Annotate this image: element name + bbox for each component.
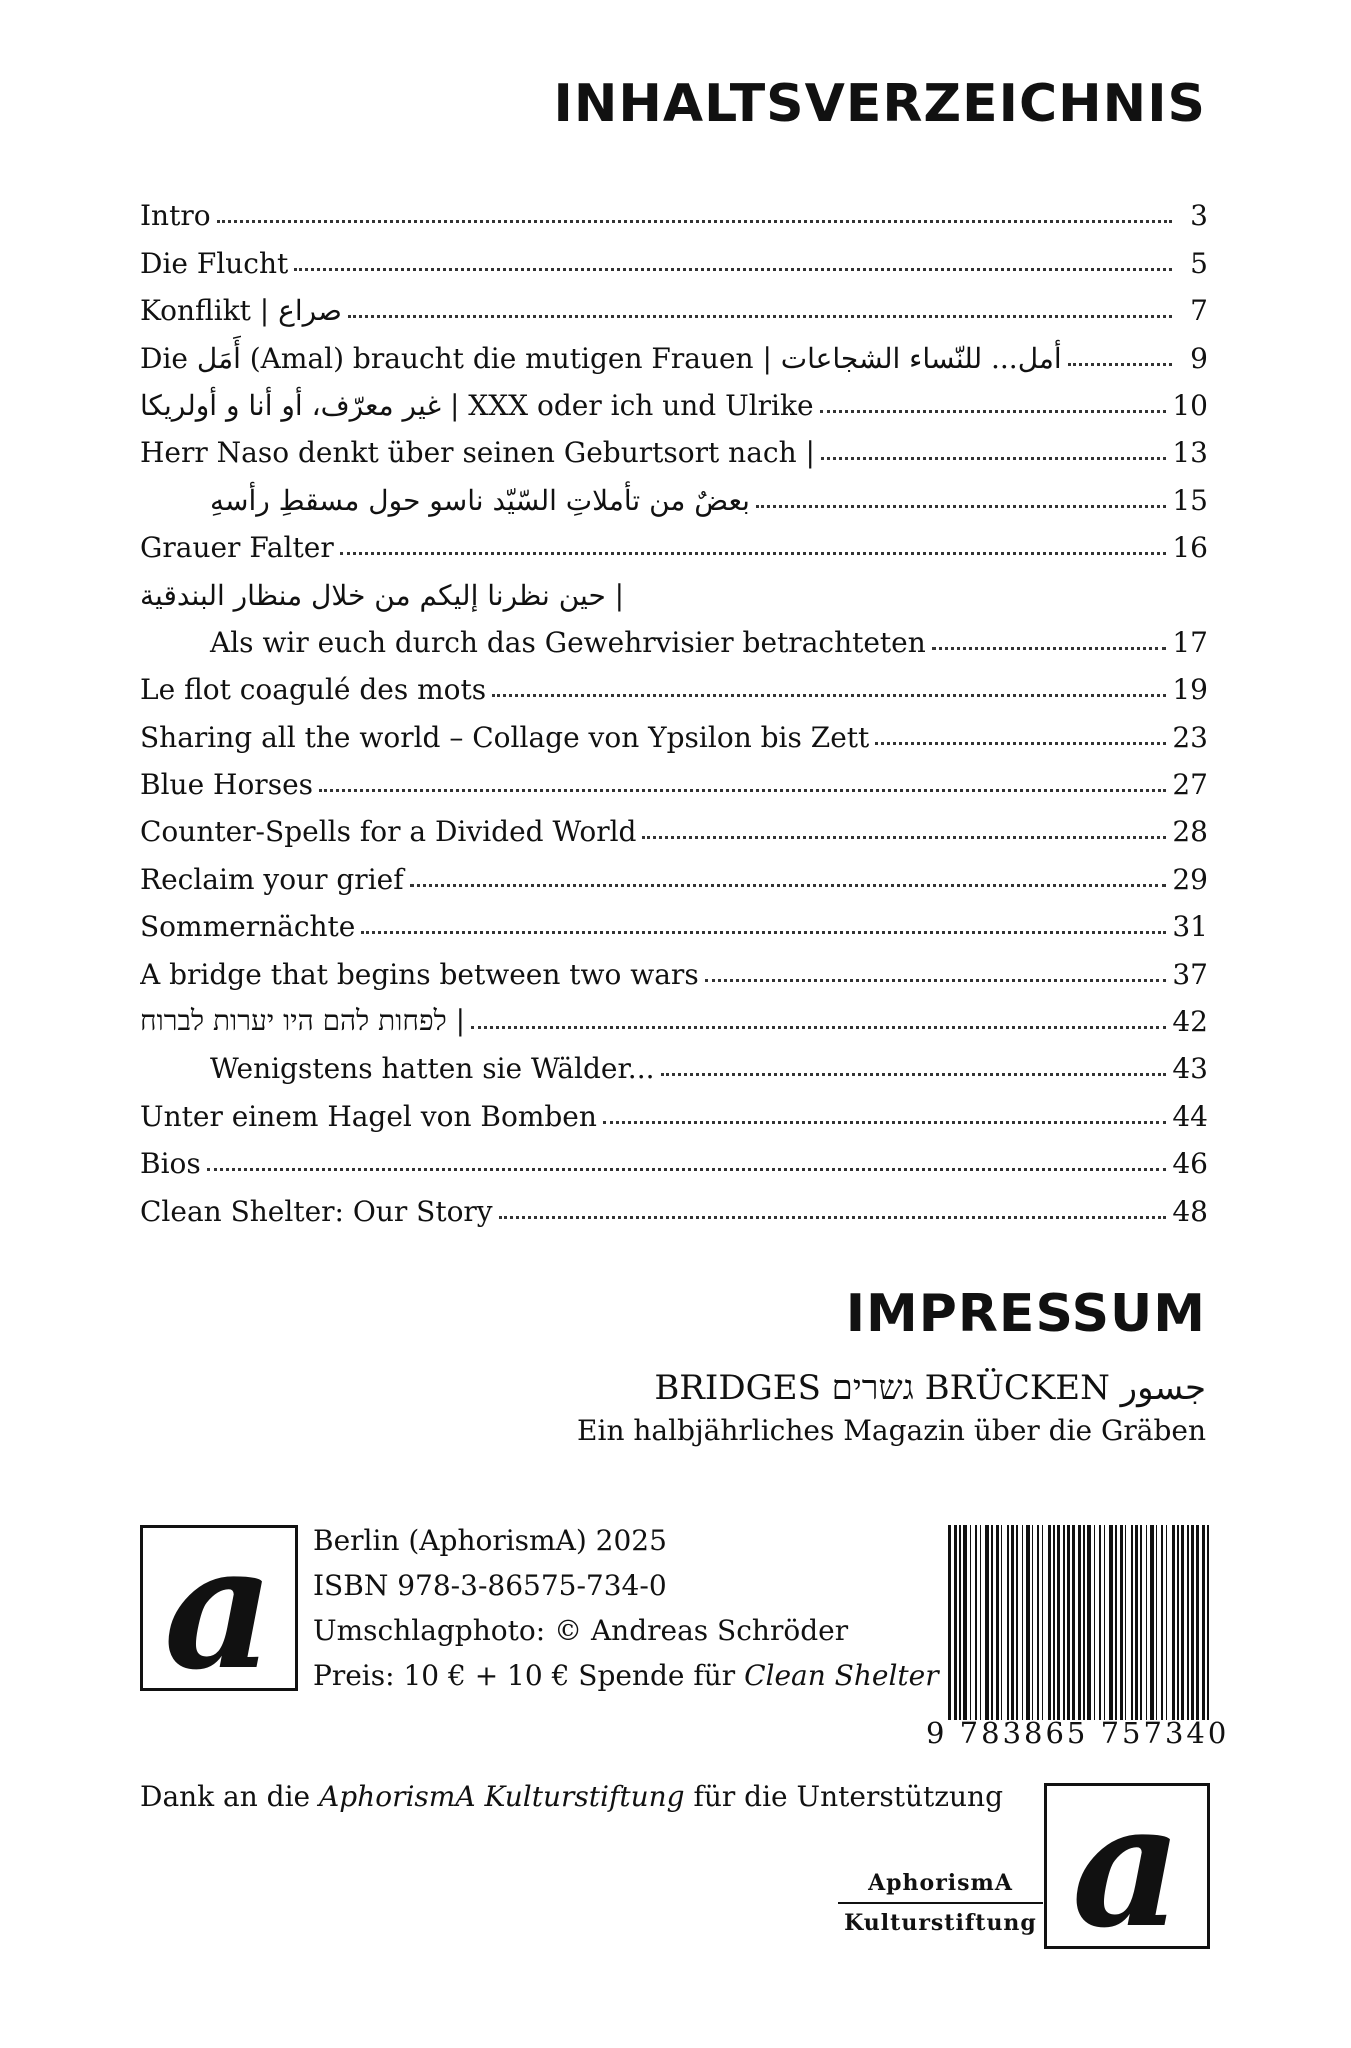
dot-leader — [756, 505, 1166, 508]
dot-leader — [492, 694, 1166, 697]
barcode-bar — [1181, 1525, 1184, 1720]
toc-entry — [140, 1133, 1208, 1180]
barcode-bar — [959, 1525, 961, 1720]
dot-leader — [932, 647, 1167, 650]
toc-entry-title: לפחות להם היו יערות לברוח | — [140, 1004, 466, 1038]
toc-entry — [140, 327, 1208, 374]
barcode-bar — [1177, 1525, 1179, 1720]
barcode-bar — [1022, 1525, 1023, 1720]
foundation-line2: Kulturstiftung — [844, 1910, 1037, 1936]
barcode-bar — [1053, 1525, 1055, 1720]
foundation-label — [838, 1870, 1043, 1936]
thanks-name: AphorismA Kulturstiftung — [319, 1780, 685, 1813]
barcode-bar — [1172, 1525, 1175, 1720]
publication-details — [313, 1518, 939, 1698]
barcode-bar — [1001, 1525, 1002, 1720]
barcode-bar — [1109, 1525, 1113, 1720]
dot-leader — [361, 931, 1166, 934]
toc-entry-title: Sommernächte — [140, 910, 356, 944]
toc-entry-page: 29 — [1172, 862, 1208, 896]
barcode-bar — [1156, 1525, 1157, 1720]
toc-entry-title: Le flot coagulé des mots — [140, 673, 487, 707]
barcode-bar — [970, 1525, 971, 1720]
barcode-bar — [1150, 1525, 1154, 1720]
logo-letter: a — [1071, 1766, 1183, 1966]
barcode-bar — [1135, 1525, 1138, 1720]
toc-entry — [140, 612, 1208, 659]
toc-entry-title: غير معرّف، أو أنا و أولريكا | XXX oder ich und Ulrike — [140, 388, 814, 422]
barcode-bar — [1166, 1525, 1167, 1720]
magazine-info — [577, 1368, 1206, 1449]
toc-entry-title: بعضٌ من تأملاتِ السّيّد ناسو حول مسقطِ رأسهِ — [210, 483, 750, 517]
barcode-bar — [1087, 1525, 1091, 1720]
dot-leader — [217, 220, 1172, 223]
dot-leader — [348, 315, 1172, 318]
toc-entry-title: Grauer Falter — [140, 531, 334, 565]
toc-entry-page: 23 — [1172, 720, 1208, 754]
toc-entry — [140, 232, 1208, 279]
toc-entry — [140, 564, 1208, 611]
toc-entry-page: 44 — [1172, 1099, 1208, 1133]
barcode-bar — [1011, 1525, 1014, 1720]
toc-entry-page: 7 — [1190, 294, 1208, 328]
toc-entry-title: Als wir euch durch das Gewehrvisier betrachteten — [210, 625, 926, 659]
toc-entry — [140, 754, 1208, 801]
dot-leader — [471, 1026, 1166, 1029]
barcode-bar — [1104, 1525, 1105, 1720]
dot-leader — [821, 457, 1166, 460]
price-text: Preis: 10 € + 10 € Spende für — [313, 1659, 745, 1692]
barcode-bar — [1115, 1525, 1117, 1720]
magazine-title: BRIDGES גשרים BRÜCKEN جسور — [654, 1368, 1206, 1408]
barcode-bar — [1032, 1525, 1033, 1720]
toc-entry — [140, 659, 1208, 706]
toc-entry-title: Bios — [140, 1147, 201, 1181]
toc-entry — [140, 422, 1208, 469]
aphorisma-logo — [140, 1508, 298, 1708]
foundation-line1: AphorismA — [838, 1870, 1043, 1904]
toc-entry-page: 13 — [1172, 436, 1208, 470]
barcode-bar — [985, 1525, 989, 1720]
isbn-barcode — [948, 1525, 1210, 1720]
barcode-bar — [1120, 1525, 1123, 1720]
barcode-bar — [991, 1525, 993, 1720]
toc-entry — [140, 375, 1208, 422]
barcode-bar — [996, 1525, 999, 1720]
barcode-bar — [948, 1525, 951, 1720]
toc-entry-page: 9 — [1190, 341, 1208, 375]
dot-leader — [705, 979, 1167, 982]
dot-leader — [661, 1073, 1167, 1076]
barcode-bar — [1099, 1525, 1101, 1720]
thanks-suffix: für die Unterstützung — [684, 1780, 1004, 1813]
isbn-line: ISBN 978-3-86575-734-0 — [313, 1569, 667, 1602]
toc-entry-page: 27 — [1172, 768, 1208, 802]
toc-entry-title: Die أَمَل (Amal) braucht die mutigen Frauen | أمل... للنّساء الشجاعات — [140, 341, 1062, 375]
photo-credit-line: Umschlagphoto: © Andreas Schröder — [313, 1614, 849, 1647]
barcode-bar — [1026, 1525, 1030, 1720]
barcode-bar — [1078, 1525, 1081, 1720]
barcode-digits: 9 783865 757340 — [926, 1716, 1230, 1750]
barcode-bar — [980, 1525, 981, 1720]
dot-leader — [207, 1168, 1167, 1171]
toc-entry — [140, 280, 1208, 327]
toc-entry — [140, 1038, 1208, 1085]
dot-leader — [410, 884, 1167, 887]
toc-entry — [140, 848, 1208, 895]
toc-entry-page: 3 — [1190, 199, 1208, 233]
barcode-bar — [1007, 1525, 1009, 1720]
toc-entry-page: 15 — [1172, 483, 1208, 517]
toc-entry-title: Konflikt | صراع — [140, 294, 342, 328]
toc-entry — [140, 991, 1208, 1038]
logo-letter: a — [163, 1508, 275, 1708]
barcode-bar — [1072, 1525, 1075, 1720]
barcode-bar — [1161, 1525, 1163, 1720]
barcode-bar — [1063, 1525, 1065, 1720]
barcode-bar — [1083, 1525, 1085, 1720]
toc-entry — [140, 896, 1208, 943]
toc-entry-title: حين نظرنا إليكم من خلال منظار البندقية | — [140, 578, 625, 612]
barcode-bar — [975, 1525, 977, 1720]
barcode-bar — [1016, 1525, 1018, 1720]
magazine-subtitle: Ein halbjährliches Magazin über die Gräben — [577, 1413, 1206, 1447]
dot-leader — [642, 836, 1166, 839]
dot-leader — [294, 268, 1172, 271]
dot-leader — [1068, 363, 1172, 366]
toc-entry — [140, 185, 1208, 232]
toc-entry-title: Counter-Spells for a Divided World — [140, 815, 637, 849]
toc-entry-title: Intro — [140, 199, 211, 233]
publisher-line: Berlin (AphorismA) 2025 — [313, 1524, 667, 1557]
barcode-bar — [1057, 1525, 1060, 1720]
barcode-bar — [1146, 1525, 1147, 1720]
barcode-bar — [1067, 1525, 1070, 1720]
dot-leader — [875, 742, 1166, 745]
toc-heading: INHALTSVERZEICHNIS — [553, 74, 1206, 134]
toc-entry-page: 37 — [1172, 957, 1208, 991]
barcode-bar — [1048, 1525, 1051, 1720]
toc-entry-page: 48 — [1172, 1194, 1208, 1228]
toc-entry-title: A bridge that begins between two wars — [140, 957, 699, 991]
price-recipient: Clean Shelter — [744, 1659, 939, 1692]
toc-entry-title: Reclaim your grief — [140, 862, 404, 896]
toc-entry-page: 17 — [1172, 625, 1208, 659]
dot-leader — [319, 789, 1166, 792]
toc-entry — [140, 801, 1208, 848]
toc-entry — [140, 517, 1208, 564]
barcode-bar — [1042, 1525, 1043, 1720]
toc-entry-title: Die Flucht — [140, 246, 289, 280]
price-line — [313, 1653, 939, 1698]
toc-entry-page: 43 — [1172, 1052, 1208, 1086]
barcode-bar — [1131, 1525, 1133, 1720]
impressum-heading: IMPRESSUM — [845, 1284, 1206, 1344]
table-of-contents — [140, 185, 1208, 1228]
barcode-bar — [1094, 1525, 1095, 1720]
toc-entry — [140, 1180, 1208, 1227]
barcode-bar — [1037, 1525, 1039, 1720]
dot-leader — [499, 1216, 1167, 1219]
toc-entry — [140, 469, 1208, 516]
dot-leader — [340, 552, 1167, 555]
toc-entry-page: 46 — [1172, 1147, 1208, 1181]
toc-entry — [140, 943, 1208, 990]
barcode-bar — [963, 1525, 967, 1720]
dot-leader — [820, 410, 1167, 413]
toc-entry-page: 28 — [1172, 815, 1208, 849]
toc-entry-title: Clean Shelter: Our Story — [140, 1194, 493, 1228]
barcode-bar — [1202, 1525, 1205, 1720]
barcode-bar — [1125, 1525, 1126, 1720]
thanks-prefix: Dank an die — [140, 1780, 320, 1813]
toc-entry-page: 16 — [1172, 531, 1208, 565]
toc-entry-page: 10 — [1172, 388, 1208, 422]
toc-entry-title: Herr Naso denkt über seinen Geburtsort nach | — [140, 436, 815, 470]
barcode-bar — [954, 1525, 957, 1720]
toc-entry-page: 31 — [1172, 910, 1208, 944]
toc-entry — [140, 1085, 1208, 1132]
toc-entry-title: Wenigstens hatten sie Wälder... — [210, 1052, 655, 1086]
toc-entry-title: Sharing all the world – Collage von Ypsilon bis Zett — [140, 720, 870, 754]
dot-leader — [603, 1121, 1166, 1124]
barcode-bar — [1140, 1525, 1142, 1720]
acknowledgement — [140, 1780, 1003, 1813]
barcode-bar — [1187, 1525, 1189, 1720]
toc-entry-title: Unter einem Hagel von Bomben — [140, 1099, 597, 1133]
toc-entry-page: 42 — [1172, 1005, 1208, 1039]
barcode-bar — [1191, 1525, 1194, 1720]
barcode-bar — [1207, 1525, 1209, 1720]
barcode-bar — [1196, 1525, 1199, 1720]
toc-entry-page: 19 — [1172, 673, 1208, 707]
toc-entry — [140, 706, 1208, 753]
toc-entry-title: Blue Horses — [140, 768, 314, 802]
kulturstiftung-logo — [1044, 1766, 1210, 1966]
toc-entry-page: 5 — [1190, 246, 1208, 280]
